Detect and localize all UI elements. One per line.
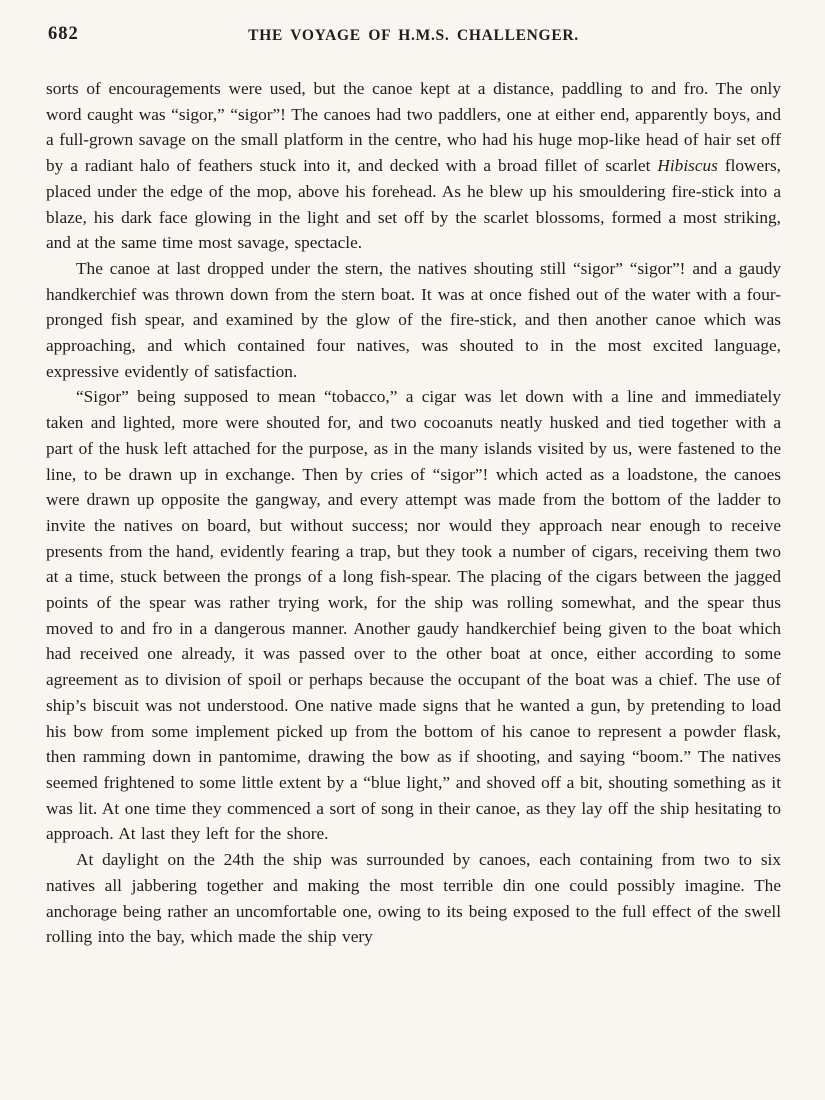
paragraph-4: At daylight on the 24th the ship was surrounded by canoes, each containing from two to six natives all jabbering together and making the most terrible din one could possibly imagine. The anchorage being rather an uncomfortable one, owing to its being exposed to the full effect of the swell rolling into the bay, which made the ship very — [46, 850, 781, 947]
paragraph-3: “Sigor” being supposed to mean “tobacco,” a cigar was let down with a line and immediately taken and lighted, more were shouted for, and two cocoanuts neatly husked and tied together with a part of the husk left attached for the purpose, as in the many islands visited by us, were fastened to the line, to be drawn up in exchange. Then by cries of “sigor”! which acted as a loadstone, the canoes were drawn up opposite the gangway, and every attempt was made from the bottom of the ladder to invite the natives on board, but without success; nor would they approach near enough to receive presents from the hand, evidently fearing a trap, but they took a number of cigars, receiving them two at a time, stuck between the prongs of a long fish-spear. The placing of the cigars between the jagged points of the spear was rather trying work, for the ship was rolling somewhat, and the spear thus moved to and fro in a dangerous manner. Another gaudy handkerchief being given to the boat which had received one already, it was passed over to the other boat at once, either according to some agreement as to division of spoil or perhaps because the occupant of the boat was a chief. The use of ship’s biscuit was not understood. One native made signs that he wanted a gun, by pretending to load his bow from some implement picked up from the bottom of his canoe to represent a powder flask, then ramming down in pantomime, drawing the bow as if shooting, and saying “boom.” The natives seemed frightened to some little extent by a “blue light,” and shoved off a bit, shouting something as it was lit. At one time they commenced a sort of song in their canoe, as they lay off the ship hesitating to approach. At last they left for the shore. — [46, 387, 781, 844]
page-body — [46, 76, 781, 950]
paragraph-1-text-a: sorts of encouragements were used, but the canoe kept at a distance, paddling to and fro. The only word caught was “sigor,” “sigor”! The canoes had two paddlers, one at either end, apparently boys, and a full-grown savage on the small platform in the centre, who had his huge mop-like head of hair set off by a radiant halo of feathers stuck into it, and decked with a broad fillet of scarlet — [46, 79, 781, 176]
paragraph-1-italic-word: Hibiscus — [657, 156, 718, 176]
paragraph-2: The canoe at last dropped under the stern, the natives shouting still “sigor” “sigor”! and a gaudy handkerchief was thrown down from the stern boat. It was at once fished out of the water with a four-pronged fish spear, and examined by the glow of the fire-stick, and then another canoe which was approaching, and which contained four natives, was shouted to in the most excited language, expressive evidently of satisfaction. — [46, 258, 781, 381]
page-header — [46, 24, 781, 50]
paragraph-1 — [46, 76, 781, 256]
running-title: THE VOYAGE OF H.M.S. CHALLENGER. — [248, 27, 579, 44]
paragraph-1-text-b: flowers, placed under the edge of the mop, above his forehead. As he blew up his smouldering fire-stick into a blaze, his dark face glowing in the light and set off by the scarlet blossoms, formed a most striking, and at the same time most savage, spectacle. — [46, 156, 781, 253]
page-number: 682 — [48, 24, 79, 44]
